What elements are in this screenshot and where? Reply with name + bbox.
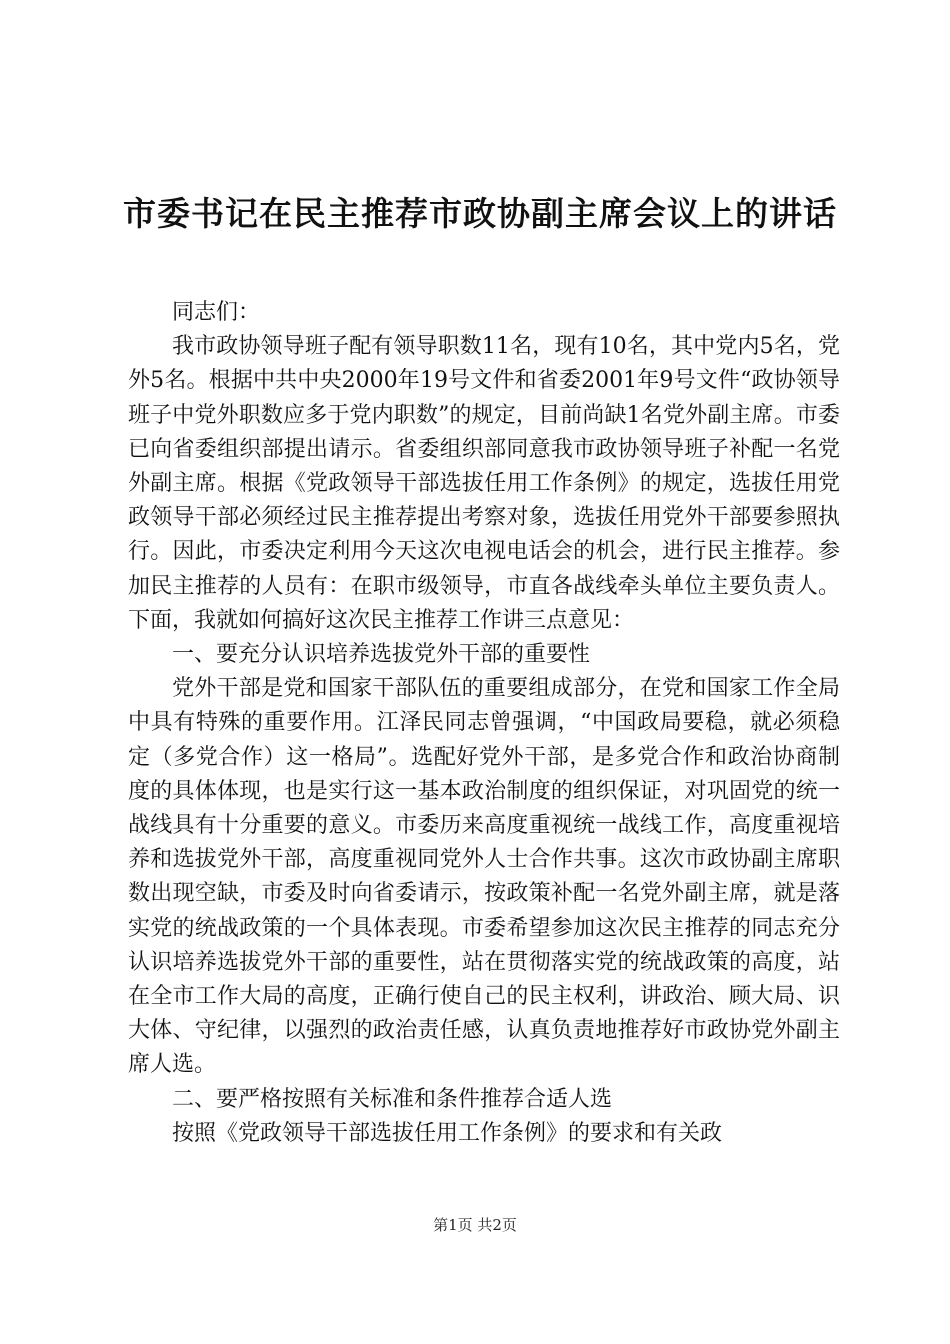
paragraph: 按照《党政领导干部选拔任用工作条例》的要求和有关政 [172, 1120, 723, 1146]
salutation: 同志们： [172, 300, 261, 325]
section-heading: 二、要严格按照有关标准和条件推荐合适人选 [172, 1086, 613, 1112]
document-title: 市委书记在民主推荐市政协副主席会议上的讲话 [123, 194, 837, 233]
page-footer: 第1页 共2页 [433, 1216, 517, 1234]
document-body [128, 296, 840, 1151]
paragraph: 我市政协领导班子配有领导职数11名，现有10名，其中党内5名，党外5名。根据中共中央2000年19号文件和省委2001年9号文件“政协领导班子中党外职数应多于党内职数”的规定，目前尚缺1名党外副主席。市委已向省委组织部提出请示。省委组织部同意我市政协领导班子补配一名党外副主席。根据《党政领导干部选拔任用工作条例》的规定，选拔任用党政领导干部必须经过民主推荐提出考察对象，选拔任用党外干部要参照执行。因此，市委决定利用今天这次电视电话会的机会，进行民主推荐。参加民主推荐的人员有：在职市级领导，市直各战线牵头单位主要负责人。下面，我就如何搞好这次民主推荐工作讲三点意见： [128, 334, 840, 633]
paragraph: 党外干部是党和国家干部队伍的重要组成部分，在党和国家工作全局中具有特殊的重要作用。江泽民同志曾强调，“中国政局要稳，就必须稳定（多党合作）这一格局”。选配好党外干部，是多党合作和政治协商制度的具体体现，也是实行这一基本政治制度的组织保证，对巩固党的统一战线具有十分重要的意义。市委历来高度重视统一战线工作，高度重视培养和选拔党外干部，高度重视同党外人士合作共事。这次市政协副主席职数出现空缺，市委及时向省委请示，按政策补配一名党外副主席，就是落实党的统战政策的一个具体表现。市委希望参加这次民主推荐的同志充分认识培养选拔党外干部的重要性，站在贯彻落实党的统战政策的高度，站在全市工作大局的高度，正确行使自己的民主权利，讲政治、顾大局、识大体、守纪律，以强烈的政治责任感，认真负责地推荐好市政协党外副主席人选。 [128, 676, 840, 1078]
section-heading: 一、要充分认识培养选拔党外干部的重要性 [172, 642, 591, 668]
